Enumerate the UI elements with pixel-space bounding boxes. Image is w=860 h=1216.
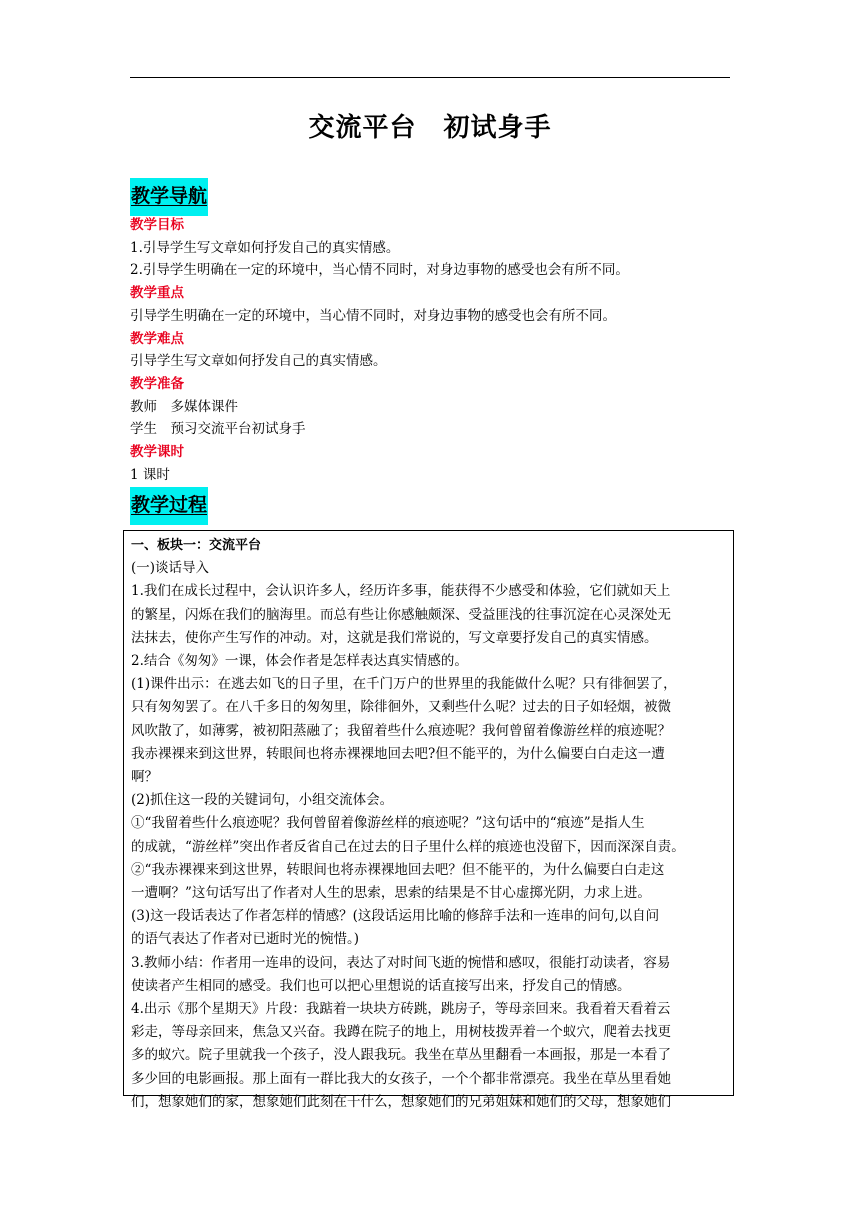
teaching-process-table (123, 530, 734, 1110)
paragraph-line: 的成就，“游丝样”突出作者反省自己在过去的日子里什么样的痕迹也没留下，因而深深自责。 (131, 838, 685, 855)
paragraph-line: ②“我赤裸裸来到这世界，转眼间也将赤裸裸地回去吧？但不能平的，为什么偏要白白走这 (131, 861, 665, 878)
paragraph-line: 一遭啊？”这句话写出了作者对人生的思索，思索的结果是不甘心虚掷光阴，力求上进。 (131, 885, 651, 902)
section-text: 引导学生写文章如何抒发自己的真实情感。 (130, 353, 387, 370)
teaching-navigation-heading-text: 教学导航 (131, 185, 208, 207)
paragraph-line: 的繁星，闪烁在我们的脑海里。而总有些让你感触颇深、受益匪浅的往事沉淀在心灵深处无 (131, 606, 671, 623)
teaching-navigation-heading (130, 178, 208, 216)
section-text: 教师 多媒体课件 (130, 398, 238, 415)
paragraph-line: 只有匆匆罢了。在八千多日的匆匆里，除徘徊外，又剩些什么呢？过去的日子如轻烟，被微 (131, 699, 671, 716)
paragraph-line: 3.教师小结：作者用一连串的设问，表达了对时间飞逝的惋惜和感叹，很能打动读者，容易 (131, 954, 671, 971)
section-label: 教学重点 (130, 285, 184, 302)
header-rule (130, 77, 730, 78)
paragraph-line: (3)这一段话表达了作者怎样的情感？(这段话运用比喻的修辞手法和一连串的问句,以自问 (131, 908, 660, 925)
paragraph-line: (2)抓住这一段的关键词句，小组交流体会。 (131, 792, 394, 809)
paragraph-line: 多的蚁穴。院子里就我一个孩子，没人跟我玩。我坐在草丛里翻看一本画报，那是一本看了 (131, 1047, 671, 1064)
section-label: 教学课时 (130, 444, 184, 461)
paragraph-line: 法抹去，使你产生写作的冲动。对，这就是我们常说的，写文章要抒发自己的真实情感。 (131, 629, 658, 646)
section-label: 教学准备 (130, 375, 184, 392)
teaching-process-heading (130, 487, 208, 525)
paragraph-line: 的语气表达了作者对已逝时光的惋惜。) (131, 931, 360, 948)
teaching-process-heading-text: 教学过程 (131, 494, 208, 516)
page-title: 交流平台 初试身手 (308, 113, 552, 143)
paragraph-line: 风吹散了，如薄雾，被初阳蒸融了；我留着些什么痕迹呢？我何曾留着像游丝样的痕迹呢？ (131, 722, 671, 739)
paragraph-line: 我赤裸裸来到这世界，转眼间也将赤裸裸地回去吧?但不能平的，为什么偏要白白走这一遭 (131, 745, 665, 762)
section-text: 引导学生明确在一定的环境中，当心情不同时，对身边事物的感受也会有所不同。 (130, 307, 616, 324)
paragraph-line: 们，想象她们的家，想象她们此刻在干什么，想象她们的兄弟姐妹和她们的父母，想象她们 (131, 1093, 671, 1110)
paragraph-line: (一)谈话导入 (131, 560, 210, 577)
paragraph-line: 啊？ (131, 769, 158, 786)
paragraph-line: 彩走，等母亲回来，焦急又兴奋。我蹲在院子的地上，用树枝拨弄着一个蚁穴，爬着去找更 (131, 1024, 671, 1041)
paragraph-line: 使读者产生相同的感受。我们也可以把心里想说的话直接写出来，抒发自己的情感。 (131, 977, 631, 994)
paragraph-line: 多少回的电影画报。那上面有一群比我大的女孩子，一个个都非常漂亮。我坐在草丛里看她 (131, 1070, 671, 1087)
paragraph-line: 1.我们在成长过程中，会认识许多人，经历许多事，能获得不少感受和体验，它们就如天上 (131, 583, 671, 600)
block-title: 一、板块一：交流平台 (131, 538, 262, 553)
paragraph-line: 4.出示《那个星期天》片段：我踮着一块块方砖跳，跳房子，等母亲回来。我看着天看着云 (131, 1001, 671, 1018)
section-label: 教学难点 (130, 330, 184, 347)
section-text: 1.引导学生写文章如何抒发自己的真实情感。 (130, 239, 400, 256)
paragraph-line: ①“我留着些什么痕迹呢？我何曾留着像游丝样的痕迹呢？”这句话中的“痕迹”是指人生 (131, 815, 645, 832)
section-label: 教学目标 (130, 217, 184, 233)
section-text: 学生 预习交流平台初试身手 (130, 421, 306, 438)
section-text: 2.引导学生明确在一定的环境中，当心情不同时，对身边事物的感受也会有所不同。 (130, 262, 629, 279)
paragraph-line: 2.结合《匆匆》一课，体会作者是怎样表达真实情感的。 (131, 653, 468, 670)
paragraph-line: (1)课件出示：在逃去如飞的日子里，在千门万户的世界里的我能做什么呢？只有徘徊罢了， (131, 676, 677, 693)
teaching-navigation-content (130, 214, 730, 486)
section-text: 1 课时 (130, 466, 170, 483)
